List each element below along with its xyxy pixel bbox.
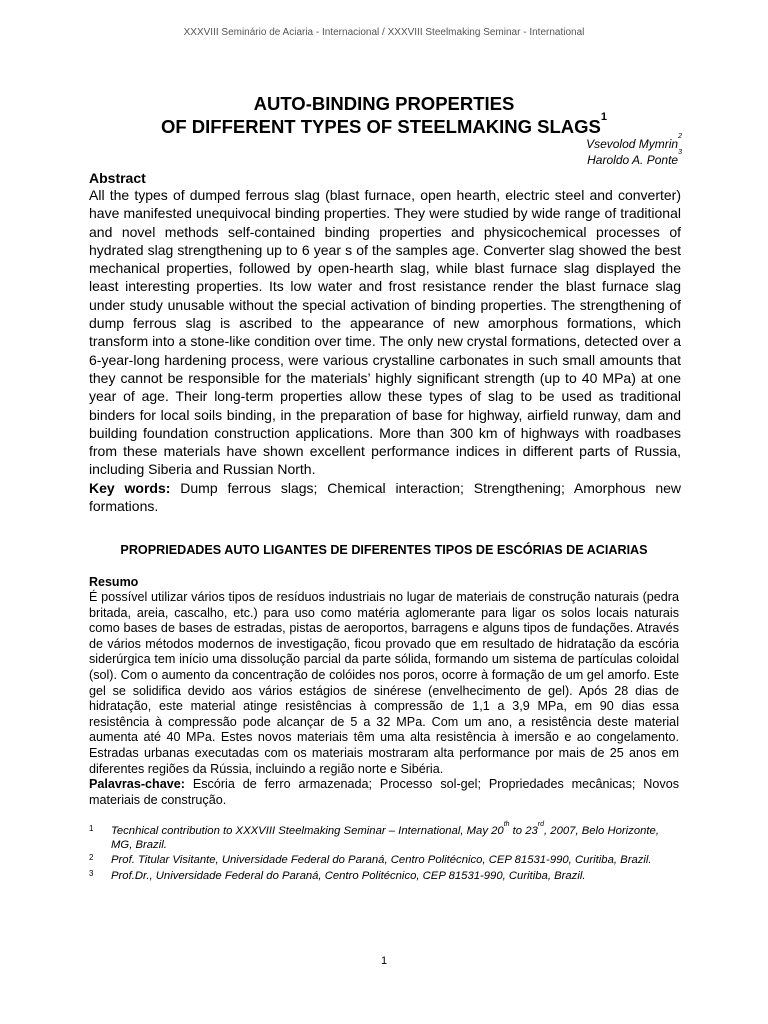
abstract-text: All the types of dumped ferrous slag (blast furnace, open hearth, electric steel and converter) have manifested unequivocal binding properties. They were studied by wide range of traditional and novel methods self-contained binding properties and physicochemical processes of hydrated slag strengthening up to 6 year s of the samples age. Converter slag showed the best mechanical properties, followed by open-hearth slag, while blast furnace slag displayed the least interesting properties. Its low water and frost resistance render the blast furnace slag under study unusable without the special activation of binding properties. The strengthening of dump ferrous slag is ascribed to the appearance of new amorphous formations, which transform into a stone-like condition over time. The only new crystal formations, detected over a 6-year-long hardening process, were various crystalline carbonates in such small amounts that they cannot be responsible for the materials’ highly significant strength (up to 40 MPa) at one year of age. Their long-term properties allow these types of slag to be used as traditional binders for local soils binding, in the preparation of base for highway, airfield runway, dam and building foundation construction applications. More than 300 km of highways with roadbases from these materials have shown excellent performance indices in different parts of Russia, including Siberia and Russian North. <box>89 187 681 478</box>
author-2-footnote-mark: 3 <box>678 149 682 156</box>
abstract-heading: Abstract <box>89 170 146 186</box>
footnote-1 <box>89 821 681 852</box>
title-line-1: AUTO-BINDING PROPERTIES <box>253 93 515 114</box>
title-footnote-mark: 1 <box>600 111 608 123</box>
title-line-2-text: OF DIFFERENT TYPES OF STEELMAKING SLAGS <box>160 116 601 137</box>
footnote-1-sup-rd: rd <box>537 821 545 828</box>
footnote-2 <box>89 853 681 867</box>
page-number: 1 <box>380 955 388 967</box>
keywords-label: Key words: <box>89 479 171 496</box>
resumo-heading: Resumo <box>89 575 139 589</box>
portuguese-title: PROPRIEDADES AUTO LIGANTES DE DIFERENTES TIPOS DE ESCÓRIAS DE ACIARIAS <box>120 543 648 557</box>
footnote-1-part-c: , 2007, Belo Horizonte, MG, Brazil. <box>111 825 659 852</box>
author-2 <box>586 149 682 168</box>
paper-title <box>0 92 768 138</box>
resumo-text: É possível utilizar vários tipos de resíduos industriais no lugar de materiais de construção naturais (pedra britada, areia, cascalho, etc.) para uso como matéria aglomerante para ligar os solos locais naturais como bases de bases de estradas, pistas de aeroportos, barragens e alguns tipos de fundações. Através de vários métodos modernos de investigação, ficou provado que em resultado de hidratação da escória siderúrgica tem início uma dissolução parcial da parte sólida, formando um sistema de partículas coloidal (sol). Com o aumento da concentração de colóides nos poros, ocorre à formação de um gel amorfo. Este gel se solidifica devido aos vários estágios de sinérese (envelhecimento de gel). Após 28 dias de hidratação, este material atinge resistências à compressão de 1,1 a 3,9 MPa, em 90 dias essa resistência à compressão pode alcançar de 5 a 32 MPa. Com um ano, a resistência deste material aumenta até 40 MPa. Estes novos materiais têm uma alta resistência à imersão e ao congelamento. Estradas urbanas executadas com os materiais mostraram alta performance por mais de 25 anos em diferentes regiões da Rússia, incluindo a região norte e Sibéria. <box>89 590 679 776</box>
footnotes <box>89 821 681 884</box>
footnote-1-part-b: to 23 <box>509 825 538 837</box>
keywords-text: Dump ferrous slags; Chemical interaction; Strengthening; Amorphous new formations. <box>89 479 682 515</box>
author-1-footnote-mark: 2 <box>678 133 682 140</box>
footnote-3-number: 3 <box>89 868 94 878</box>
footnote-2-number: 2 <box>89 853 94 863</box>
abstract-section <box>89 186 681 515</box>
footnote-1-part-a: Tecnhical contribution to XXXVIII Steelmaking Seminar – International, May 20 <box>111 825 504 837</box>
footnote-1-sup-th: th <box>503 821 510 828</box>
footnote-3-text: Prof.Dr., Universidade Federal do Paraná, Centro Politécnico, CEP 81531-990, Curitiba, Brazil. <box>111 869 586 882</box>
abstract-keywords <box>89 479 681 516</box>
resumo-section <box>89 590 679 808</box>
footnote-1-number: 1 <box>89 824 94 833</box>
author-list <box>586 133 682 168</box>
running-header: XXXVIII Seminário de Aciaria - Internacional / XXXVIII Steelmaking Seminar - International <box>183 27 585 38</box>
title-line-2 <box>0 111 768 138</box>
author-1-name: Vsevolod Mymrin <box>586 137 679 151</box>
footnote-1-text <box>111 821 659 852</box>
footnote-2-text: Prof. Titular Visitante, Universidade Federal do Paraná, Centro Politécnico, CEP 81531-990, Curitiba, Brazil. <box>111 854 652 867</box>
resumo-keywords <box>89 777 679 808</box>
author-1 <box>586 133 682 152</box>
palavras-chave-text: Escória de ferro armazenada; Processo sol-gel; Propriedades mecânicas; Novos materiais de construção. <box>89 777 679 807</box>
author-2-name: Haroldo A. Ponte <box>587 153 679 167</box>
palavras-chave-label: Palavras-chave: <box>89 777 185 792</box>
footnote-3 <box>89 869 681 883</box>
